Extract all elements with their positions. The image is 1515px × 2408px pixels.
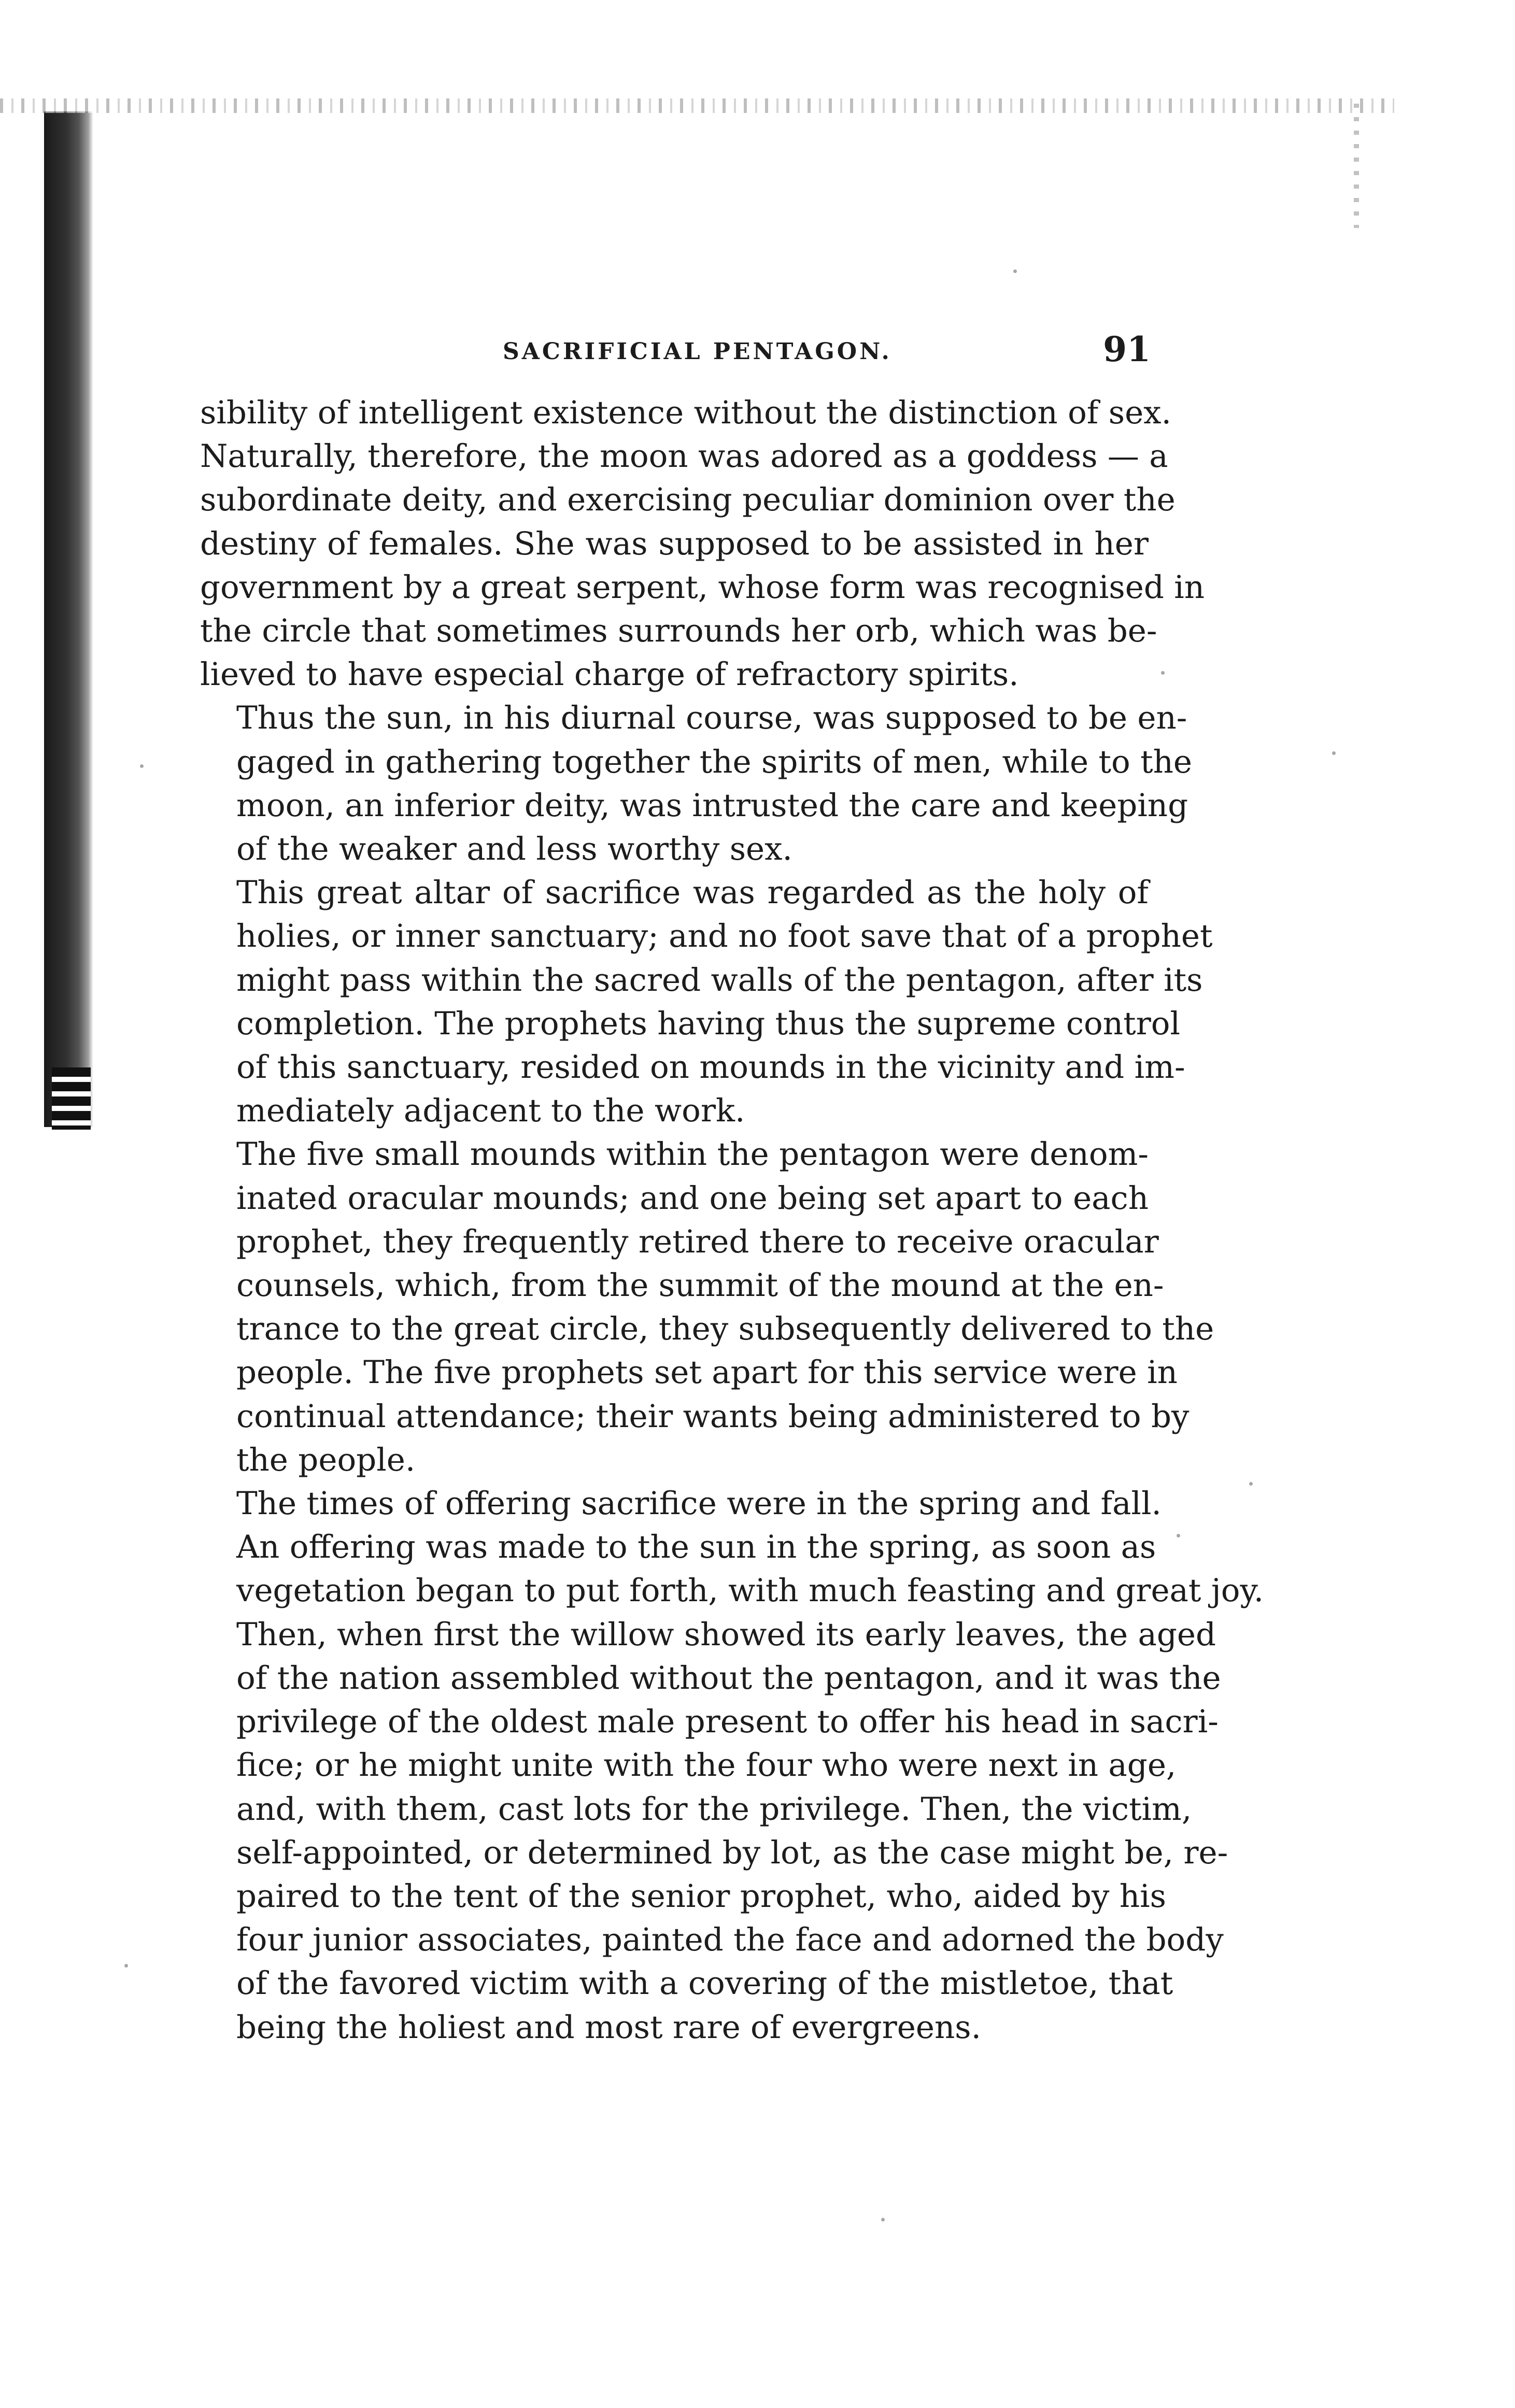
text-line: Naturally, therefore, the moon was adored as a goddess — a [200,438,1168,475]
text-line: trance to the great circle, they subsequently delivered to the [236,1310,1214,1348]
paragraph [200,391,1205,696]
paragraph [200,871,1213,1133]
text-line: and, with them, cast lots for the privilege. Then, the victim, [236,1790,1192,1828]
text-line: privilege of the oldest male present to offer his head in sacri- [236,1703,1219,1741]
text-line: Thus the sun, in his diurnal course, was supposed to be en- [236,700,1187,737]
text-line: gaged in gathering together the spirits of men, while to the [236,743,1192,780]
scan-speck [881,2218,885,2221]
text-line: of this sanctuary, resided on mounds in the vicinity and im- [236,1049,1185,1086]
scan-right-edge [1354,104,1359,228]
running-title: SACRIFICIAL PENTAGON. [503,338,892,365]
page-text [200,391,1264,2049]
paragraph [200,696,1192,871]
text-line: continual attendance; their wants being administered to by [236,1398,1190,1435]
scan-top-edge [0,98,1394,113]
text-line: inated oracular mounds; and one being set apart to each [236,1179,1149,1217]
text-line: The five small mounds within the pentagon were denom- [236,1136,1149,1173]
scan-speck [1013,269,1017,273]
text-line: counsels, which, from the summit of the mound at the en- [236,1267,1164,1304]
text-line: completion. The prophets having thus the supreme control [236,1005,1180,1042]
text-line: prophet, they frequently retired there to receive oracular [236,1223,1159,1260]
text-line: sibility of intelligent existence without the distinction of sex. [200,394,1171,431]
text-line: self-appointed, or determined by lot, as the case might be, re- [236,1834,1228,1871]
scan-speck [1332,751,1336,755]
text-line: of the nation assembled without the pentagon, and it was the [236,1659,1221,1697]
binding-shadow [44,111,93,1127]
binding-shadow-stripes [52,1067,91,1130]
text-line: people. The five prophets set apart for this service were in [236,1354,1178,1391]
text-line: four junior associates, painted the face and adorned the body [236,1921,1224,1959]
page-number: 91 [1103,329,1151,369]
text-line: subordinate deity, and exercising peculiar dominion over the [200,481,1176,519]
text-line: might pass within the sacred walls of the pentagon, after its [236,961,1203,999]
text-line: vegetation began to put forth, with much feasting and great joy. [236,1572,1264,1609]
text-line: of the favored victim with a covering of the mistletoe, that [236,1965,1173,2002]
paragraph [200,1133,1214,1482]
text-line: mediately adjacent to the work. [236,1092,745,1130]
text-line: paired to the tent of the senior prophet, who, aided by his [236,1877,1166,1915]
text-line: moon, an inferior deity, was intrusted the care and keeping [236,787,1188,824]
text-line: of the weaker and less worthy sex. [236,831,792,868]
text-line: being the holiest and most rare of evergreens. [236,2008,981,2046]
scan-speck [1161,671,1165,675]
text-line: the people. [236,1441,416,1478]
text-line: An offering was made to the sun in the spring, as soon as [236,1529,1156,1566]
text-line: Then, when first the willow showed its early leaves, the aged [236,1616,1216,1653]
text-line: holies, or inner sanctuary; and no foot save that of a prophet [236,918,1213,955]
scan-speck [1249,1482,1253,1486]
text-line: This great altar of sacrifice was regarded as the holy of [236,874,1149,911]
text-line: fice; or he might unite with the four who were next in age, [236,1747,1177,1784]
paragraph [200,1482,1264,2049]
text-line: lieved to have especial charge of refractory spirits. [200,656,1019,693]
text-line: the circle that sometimes surrounds her orb, which was be- [200,612,1157,650]
running-head [197,329,1151,376]
scan-speck [124,1964,128,1968]
text-line: destiny of females. She was supposed to be assisted in her [200,525,1149,562]
scan-speck [1177,1534,1180,1537]
text-line: The times of offering sacrifice were in the spring and fall. [236,1485,1162,1522]
text-line: government by a great serpent, whose form was recognised in [200,568,1205,606]
scan-speck [140,764,144,768]
